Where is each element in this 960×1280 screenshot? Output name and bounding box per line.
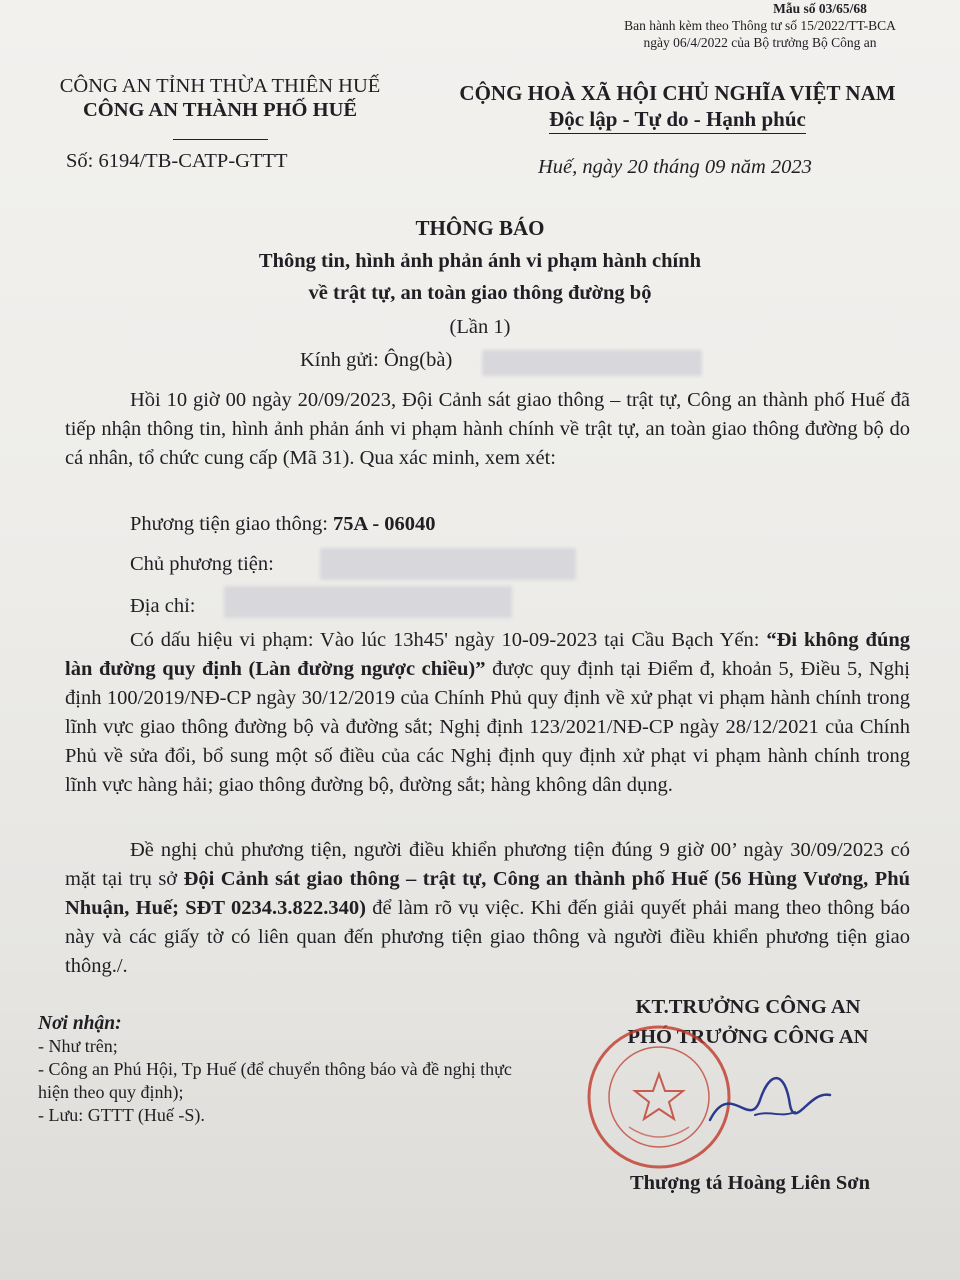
- violation-name: “Đi không đúng làn đường quy định (Làn đường ngược chiều)”: [65, 629, 910, 680]
- issuing-agency: [20, 74, 420, 146]
- handwritten-signature-icon: [700, 1060, 840, 1140]
- form-number: Mẫu số 03/65/68: [773, 1, 867, 16]
- recipient-label: Kính gửi: Ông(bà): [300, 349, 453, 371]
- national-header: [425, 80, 930, 134]
- document-title: THÔNG BÁO: [415, 216, 545, 240]
- recipient-item: - Như trên;: [38, 1036, 118, 1056]
- agency-name: CÔNG AN TỈNH THỪA THIÊN HUẾ: [59, 75, 381, 97]
- recipient-item: - Công an Phú Hội, Tp Huế (để chuyển thông báo và đề nghị thực hiện theo quy định);: [38, 1059, 512, 1102]
- violation-intro: Có dấu hiệu vi phạm: Vào lúc 13h45' ngày 10-09-2023 tại Cầu Bạch Yến:: [130, 629, 767, 651]
- vehicle-line: [130, 510, 436, 539]
- form-header-line2: ngày 06/4/2022 của Bộ trưởng Bộ Công an: [643, 35, 877, 50]
- document-number: Số: 6194/TB-CATP-GTTT: [66, 150, 288, 172]
- redacted-address: [224, 586, 512, 618]
- national-motto: Độc lập - Tự do - Hạnh phúc: [549, 106, 806, 134]
- request-paragraph: [65, 836, 910, 981]
- intro-paragraph: Hồi 10 giờ 00 ngày 20/09/2023, Đội Cảnh sát giao thông – trật tự, Công an thành phố Huế đã tiếp nhận thông tin, hình ảnh phản ánh vi phạm hành chính về trật tự, an toàn giao thông đường bộ do cá nhân, tổ chức cung cấp (Mã 31). Qua xác minh, xem xét:: [65, 389, 910, 469]
- violation-legal-basis: được quy định tại Điểm đ, khoản 5, Điều 5, Nghị định 100/2019/NĐ-CP ngày 30/12/2019 của Chính Phủ quy định về xử phạt vi phạm hành chính trong lĩnh vực giao thông đường bộ và đường sắt; Nghị định 123/2021/NĐ-CP ngày 28/12/2021 của Chính Phủ về sửa đổi, bổ sung một số điều của các Nghị định quy định xử phạt vi phạm hành chính trong lĩnh vực hàng hải; giao thông đường bộ, đường sắt; hàng không dân dụng.: [65, 658, 910, 796]
- request-place: Đội Cảnh sát giao thông – trật tự, Công an thành phố Huế (56 Hùng Vương, Phú Nhuận, Huế; SĐT 0234.3.822.340): [65, 868, 910, 919]
- owner-label: Chủ phương tiện:: [130, 553, 274, 575]
- unit-name: CÔNG AN THÀNH PHỐ HUẾ: [82, 99, 358, 121]
- owner-line: [130, 550, 274, 579]
- redacted-owner: [320, 548, 576, 580]
- country-name: CỘNG HOÀ XÃ HỘI CHỦ NGHĨA VIỆT NAM: [459, 81, 896, 105]
- form-header: [580, 0, 940, 51]
- document-subtitle-2: về trật tự, an toàn giao thông đường bộ: [308, 282, 652, 304]
- violation-paragraph: [65, 626, 910, 800]
- license-plate: 75A - 06040: [333, 513, 436, 535]
- agency-divider: [173, 139, 268, 140]
- vehicle-label: Phương tiện giao thông:: [130, 513, 334, 535]
- document-date: Huế, ngày 20 tháng 09 năm 2023: [538, 156, 812, 178]
- form-header-line1: Ban hành kèm theo Thông tư số 15/2022/TT-BCA: [624, 18, 896, 33]
- request-intro: Đề nghị chủ phương tiện, người điều khiển phương tiện đúng 9 giờ 00’ ngày 30/09/2023 có mặt tại trụ sở: [65, 839, 910, 890]
- notice-attempt: (Lần 1): [449, 316, 511, 338]
- signer-name: Thượng tá Hoàng Liên Sơn: [629, 1172, 871, 1194]
- signature-title-1: KT.TRƯỞNG CÔNG AN: [635, 996, 861, 1018]
- address-line: [130, 592, 195, 621]
- request-instructions: để làm rõ vụ việc. Khi đến giải quyết phải mang theo thông báo này và các giấy tờ có liên quan đến phương tiện giao thông và người điều khiển phương tiện giao thông./.: [65, 897, 910, 977]
- recipient-line: [300, 346, 452, 375]
- address-label: Địa chỉ:: [130, 595, 196, 617]
- document-subtitle-1: Thông tin, hình ảnh phản ánh vi phạm hành chính: [258, 250, 702, 272]
- recipient-item: - Lưu: GTTT (Huế -S).: [38, 1105, 205, 1125]
- redacted-recipient: [482, 350, 702, 376]
- recipients-list: [38, 1012, 518, 1127]
- recipients-heading: Nơi nhận:: [38, 1013, 122, 1034]
- signature-title-2: PHÓ TRƯỞNG CÔNG AN: [627, 1026, 869, 1048]
